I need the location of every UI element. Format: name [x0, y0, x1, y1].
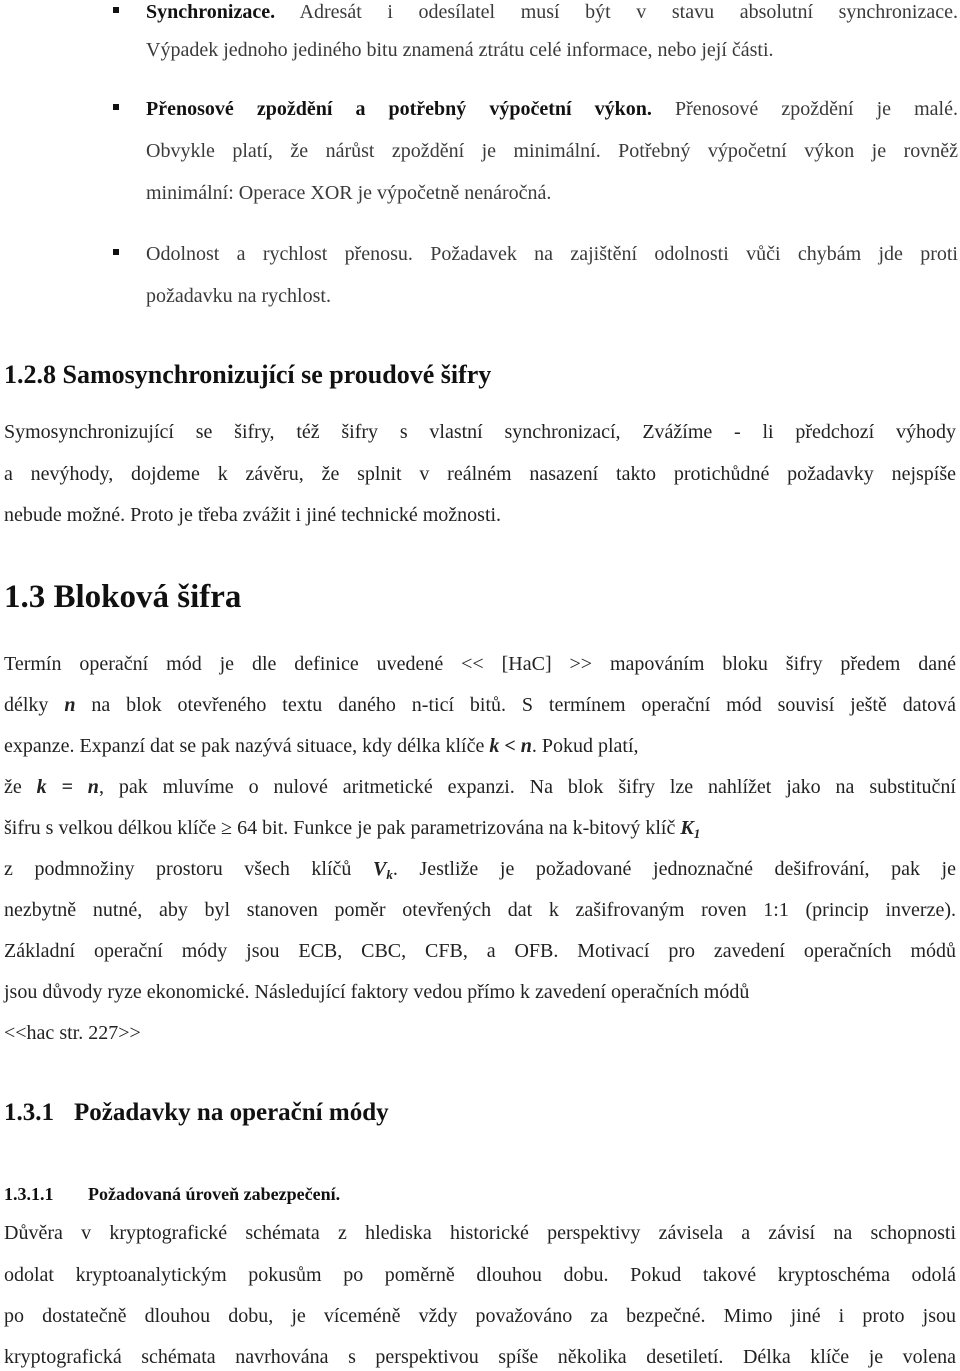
section-title: Požadavky na operační módy: [74, 1099, 389, 1126]
bullet-marker: [113, 249, 119, 255]
bullet-1-line-2: Výpadek jednoho jediného bitu znamená ztrátu celé informace, nebo její části.: [146, 39, 774, 61]
section-number: 1.3.1.1: [4, 1184, 54, 1204]
section-1-2-8-line-1: Symosynchronizující se šifry, též šifry s vlastní synchronizací, Zvážíme - li předchozí výhody: [4, 421, 956, 443]
section-1-3-line-5: [4, 816, 956, 846]
section-1-3-heading: 1.3 Bloková šifra: [4, 579, 242, 615]
variable-V: V: [373, 858, 387, 880]
section-title: Požadovaná úroveň zabezpečení.: [88, 1184, 341, 1204]
section-1-3-line-6: [4, 857, 956, 887]
bullet-2-line-1: [146, 97, 958, 121]
bullet-1-title: Synchronizace.: [146, 1, 276, 23]
subscript-k: k: [386, 867, 393, 882]
bullet-1-text: Adresát i odesílatel musí být v stavu absolutní synchronizace.: [275, 1, 958, 23]
expression-k-eq-n: k = n: [36, 776, 99, 798]
text-run: . Jestliže je požadované jednoznačné dešifrování, pak je: [392, 858, 956, 880]
text-run: na blok otevřeného textu daného n-ticí bitů. S termínem operační mód souvisí ještě datová: [75, 694, 957, 716]
text-run: . Pokud platí,: [531, 735, 639, 757]
section-1-3-1-1-line-2: odolat kryptoanalytickým pokusům po poměrně dlouhou dobu. Pokud takové kryptoschéma odolá: [4, 1264, 956, 1286]
section-1-3-line-3: [4, 734, 956, 758]
variable-K: K: [680, 817, 694, 839]
text-run: šifru s velkou délkou klíče ≥ 64 bit. Funkce je pak parametrizována na k-bitový klíč: [4, 817, 681, 839]
text-run: délky: [4, 694, 65, 716]
section-1-3-line-1: Termín operační mód je dle definice uvedené << [HaC] >> mapováním bloku šifry předem dané: [4, 653, 956, 675]
variable-n: n: [64, 694, 76, 716]
text-run: , pak mluvíme o nulové aritmetické expanzi. Na blok šifry lze nahlížet jako na substituční: [98, 776, 956, 798]
section-number: 1.3.1: [4, 1099, 54, 1126]
bullet-2-title: Přenosové zpoždění a potřebný výpočetní výkon.: [146, 98, 652, 120]
section-1-3-line-8: Základní operační módy jsou ECB, CBC, CFB, a OFB. Motivací pro zavedení operačních módů: [4, 940, 956, 962]
section-1-3-1-1-line-1: Důvěra v kryptografické schémata z hlediska historické perspektivy závisela a závisí na schopnosti: [4, 1222, 956, 1244]
bullet-3-line-2: požadavku na rychlost.: [146, 285, 331, 307]
section-1-3-1-1-line-4: kryptografická schémata navrhována s perspektivou spíše několika desetiletí. Délka klíče je volena: [4, 1346, 956, 1368]
text-run: expanze. Expanzí dat se pak nazývá situace, kdy délka klíče: [4, 735, 490, 757]
bullet-2-text: Přenosové zpoždění je malé.: [651, 98, 958, 120]
bullet-2-line-3: minimální: Operace XOR je výpočetně nenáročná.: [146, 182, 552, 204]
bullet-marker: [113, 7, 119, 13]
section-1-3-1-1-line-3: po dostatečně dlouhou dobu, je víceméně vždy považováno za bezpečné. Mimo jiné i proto jsou: [4, 1305, 956, 1327]
section-1-3-1-1-heading: [4, 1183, 340, 1205]
section-1-2-8-line-2: a nevýhody, dojdeme k závěru, že splnit v reálném nasazení takto protichůdné požadavky nejspíše: [4, 463, 956, 485]
section-1-3-line-2: [4, 693, 956, 717]
bullet-2-line-2: Obvykle platí, že nárůst zpoždění je minimální. Potřebný výpočetní výkon je rovněž: [146, 140, 958, 162]
bullet-3-line-1: Odolnost a rychlost přenosu. Požadavek na zajištění odolnosti vůči chybám jde proti: [146, 243, 958, 265]
section-1-3-line-7: nezbytně nutné, aby byl stanoven poměr otevřených dat k zašifrovaným roven 1:1 (princip inverze).: [4, 899, 956, 921]
section-1-3-1-heading: [4, 1098, 389, 1128]
text-run: že: [4, 776, 37, 798]
section-1-2-8-heading: 1.2.8 Samosynchronizující se proudové šifry: [4, 360, 492, 389]
section-1-3-line-10: <<hac str. 227>>: [4, 1022, 141, 1044]
section-1-2-8-line-3: nebude možné. Proto je třeba zvážit i jiné technické možnosti.: [4, 504, 502, 526]
section-1-3-line-9: jsou důvody ryze ekonomické. Následující faktory vedou přímo k zavedení operačních módů: [4, 981, 750, 1003]
section-1-3-line-4: [4, 775, 956, 799]
expression-k-lt-n: k < n: [489, 735, 532, 757]
text-run: z podmnožiny prostoru všech klíčů: [4, 858, 373, 880]
subscript-1: 1: [693, 826, 701, 841]
bullet-marker: [113, 104, 119, 110]
bullet-1-line-1: [146, 0, 958, 24]
